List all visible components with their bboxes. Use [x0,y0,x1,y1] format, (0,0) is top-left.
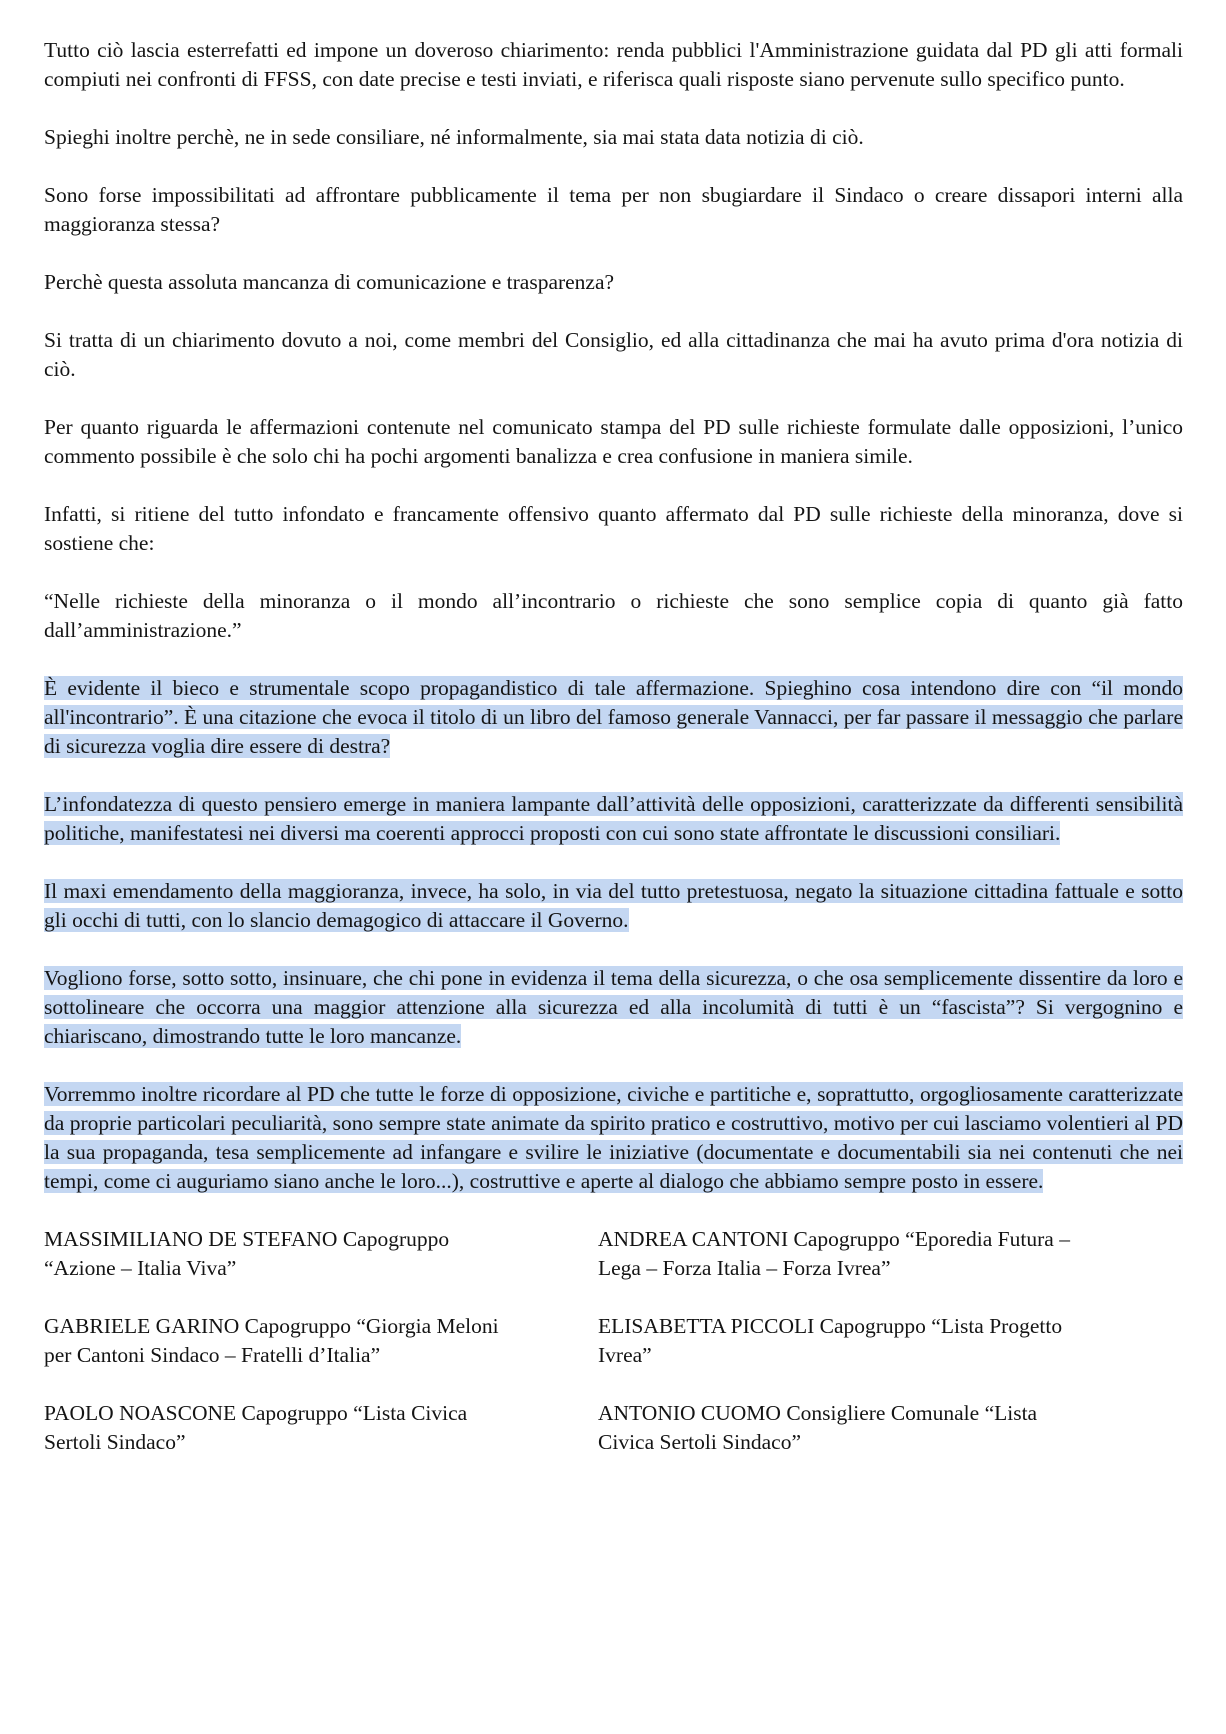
signature-line: Sertoli Sindaco” [44,1430,186,1454]
signature-de-stefano [44,1225,598,1283]
paragraph-spieghi: Spieghi inoltre perchè, ne in sede consiliare, né informalmente, sia mai stata data notizia di ciò. [44,125,864,149]
paragraph-vogliono-forse-highlighted [44,964,1183,1051]
signature-line: per Cantoni Sindaco – Fratelli d’Italia” [44,1343,381,1367]
paragraph-si-tratta: Si tratta di un chiarimento dovuto a noi, come membri del Consiglio, ed alla cittadinanza che mai ha avuto prima d'ora notizia di ciò. [44,328,1183,381]
signature-garino [44,1312,598,1370]
paragraph-vorremmo-highlighted [44,1080,1183,1196]
signature-noascone [44,1399,598,1457]
signatures-right-column [598,1225,1183,1486]
signature-line: Civica Sertoli Sindaco” [598,1430,802,1454]
signature-line: MASSIMILIANO DE STEFANO Capogruppo [44,1227,450,1251]
paragraph-perche-questa: Perchè questa assoluta mancanza di comunicazione e trasparenza? [44,270,615,294]
signatures-left-column [44,1225,598,1486]
signature-cantoni [598,1225,1183,1283]
highlighted-text: L’infondatezza di questo pensiero emerge in maniera lampante dall’attività delle opposizioni, caratterizzate da differenti sensibilità politiche, manifestatesi nei diversi ma coerenti approcci proposti con cui sono state affrontate le discussioni consiliari. [44,792,1183,845]
signature-line: ANDREA CANTONI Capogruppo “Eporedia Futura – [598,1227,1070,1251]
signature-cuomo [598,1399,1183,1457]
paragraph-tutto-cio: Tutto ciò lascia esterrefatti ed impone un doveroso chiarimento: renda pubblici l'Amministrazione guidata dal PD gli atti formali compiuti nei confronti di FFSS, con date precise e testi inviati, e riferisca quali risposte siano pervenute sullo specifico punto. [44,38,1183,91]
highlighted-text: Vogliono forse, sotto sotto, insinuare, che chi pone in evidenza il tema della sicurezza, o che osa semplicemente dissentire da loro e sottolineare che occorra una maggior attenzione alla sicurezza ed alla incolumità di tutti è un “fascista”? Si vergognino e chiariscano, dimostrando tutte le loro mancanze. [44,966,1183,1048]
signature-line: GABRIELE GARINO Capogruppo “Giorgia Meloni [44,1314,499,1338]
signature-line: “Azione – Italia Viva” [44,1256,237,1280]
paragraph-sono-forse: Sono forse impossibilitati ad affrontare pubblicamente il tema per non sbugiardare il Sindaco o creare dissapori interni alla maggioranza stessa? [44,183,1183,236]
signature-line: ANTONIO CUOMO Consigliere Comunale “Lista [598,1401,1038,1425]
signature-line: PAOLO NOASCONE Capogruppo “Lista Civica [44,1401,468,1425]
signatures-section [44,1225,1183,1486]
paragraph-per-quanto: Per quanto riguarda le affermazioni contenute nel comunicato stampa del PD sulle richieste formulate dalle opposizioni, l’unico commento possibile è che solo chi ha pochi argomenti banalizza e crea confusione in maniera simile. [44,415,1183,468]
paragraph-e-evidente-highlighted [44,674,1183,761]
highlighted-text: È evidente il bieco e strumentale scopo propagandistico di tale affermazione. Spieghino cosa intendono dire con “il mondo all'incontrario”. È una citazione che evoca il titolo di un libro del famoso generale Vannacci, per far passare il messaggio che parlare di sicurezza voglia dire essere di destra? [44,676,1183,758]
highlighted-text: Il maxi emendamento della maggioranza, invece, ha solo, in via del tutto pretestuosa, negato la situazione cittadina fattuale e sotto gli occhi di tutti, con lo slancio demagogico di attaccare il Governo. [44,879,1183,932]
paragraph-infatti: Infatti, si ritiene del tutto infondato e francamente offensivo quanto affermato dal PD sulle richieste della minoranza, dove si sostiene che: [44,502,1183,555]
paragraph-quote-nelle-richieste: “Nelle richieste della minoranza o il mondo all’incontrario o richieste che sono semplice copia di quanto già fatto dall’amministrazione.” [44,589,1183,642]
paragraph-maxi-emendamento-highlighted [44,877,1183,935]
paragraph-infondatezza-highlighted [44,790,1183,848]
signature-line: ELISABETTA PICCOLI Capogruppo “Lista Progetto [598,1314,1063,1338]
signature-line: Lega – Forza Italia – Forza Ivrea” [598,1256,891,1280]
signature-line: Ivrea” [598,1343,652,1367]
highlighted-text: Vorremmo inoltre ricordare al PD che tutte le forze di opposizione, civiche e partitiche e, soprattutto, orgogliosamente caratterizzate da proprie particolari peculiarità, sono sempre state animate da spirito pratico e costruttivo, motivo per cui lasciamo volentieri al PD la sua propaganda, tesa semplicemente ad infangare e svilire le iniziative (documentate e documentabili sia nei contenuti che nei tempi, come ci auguriamo siano anche le loro...), costruttive e aperte al dialogo che abbiamo sempre posto in essere. [44,1082,1183,1193]
signature-piccoli [598,1312,1183,1370]
